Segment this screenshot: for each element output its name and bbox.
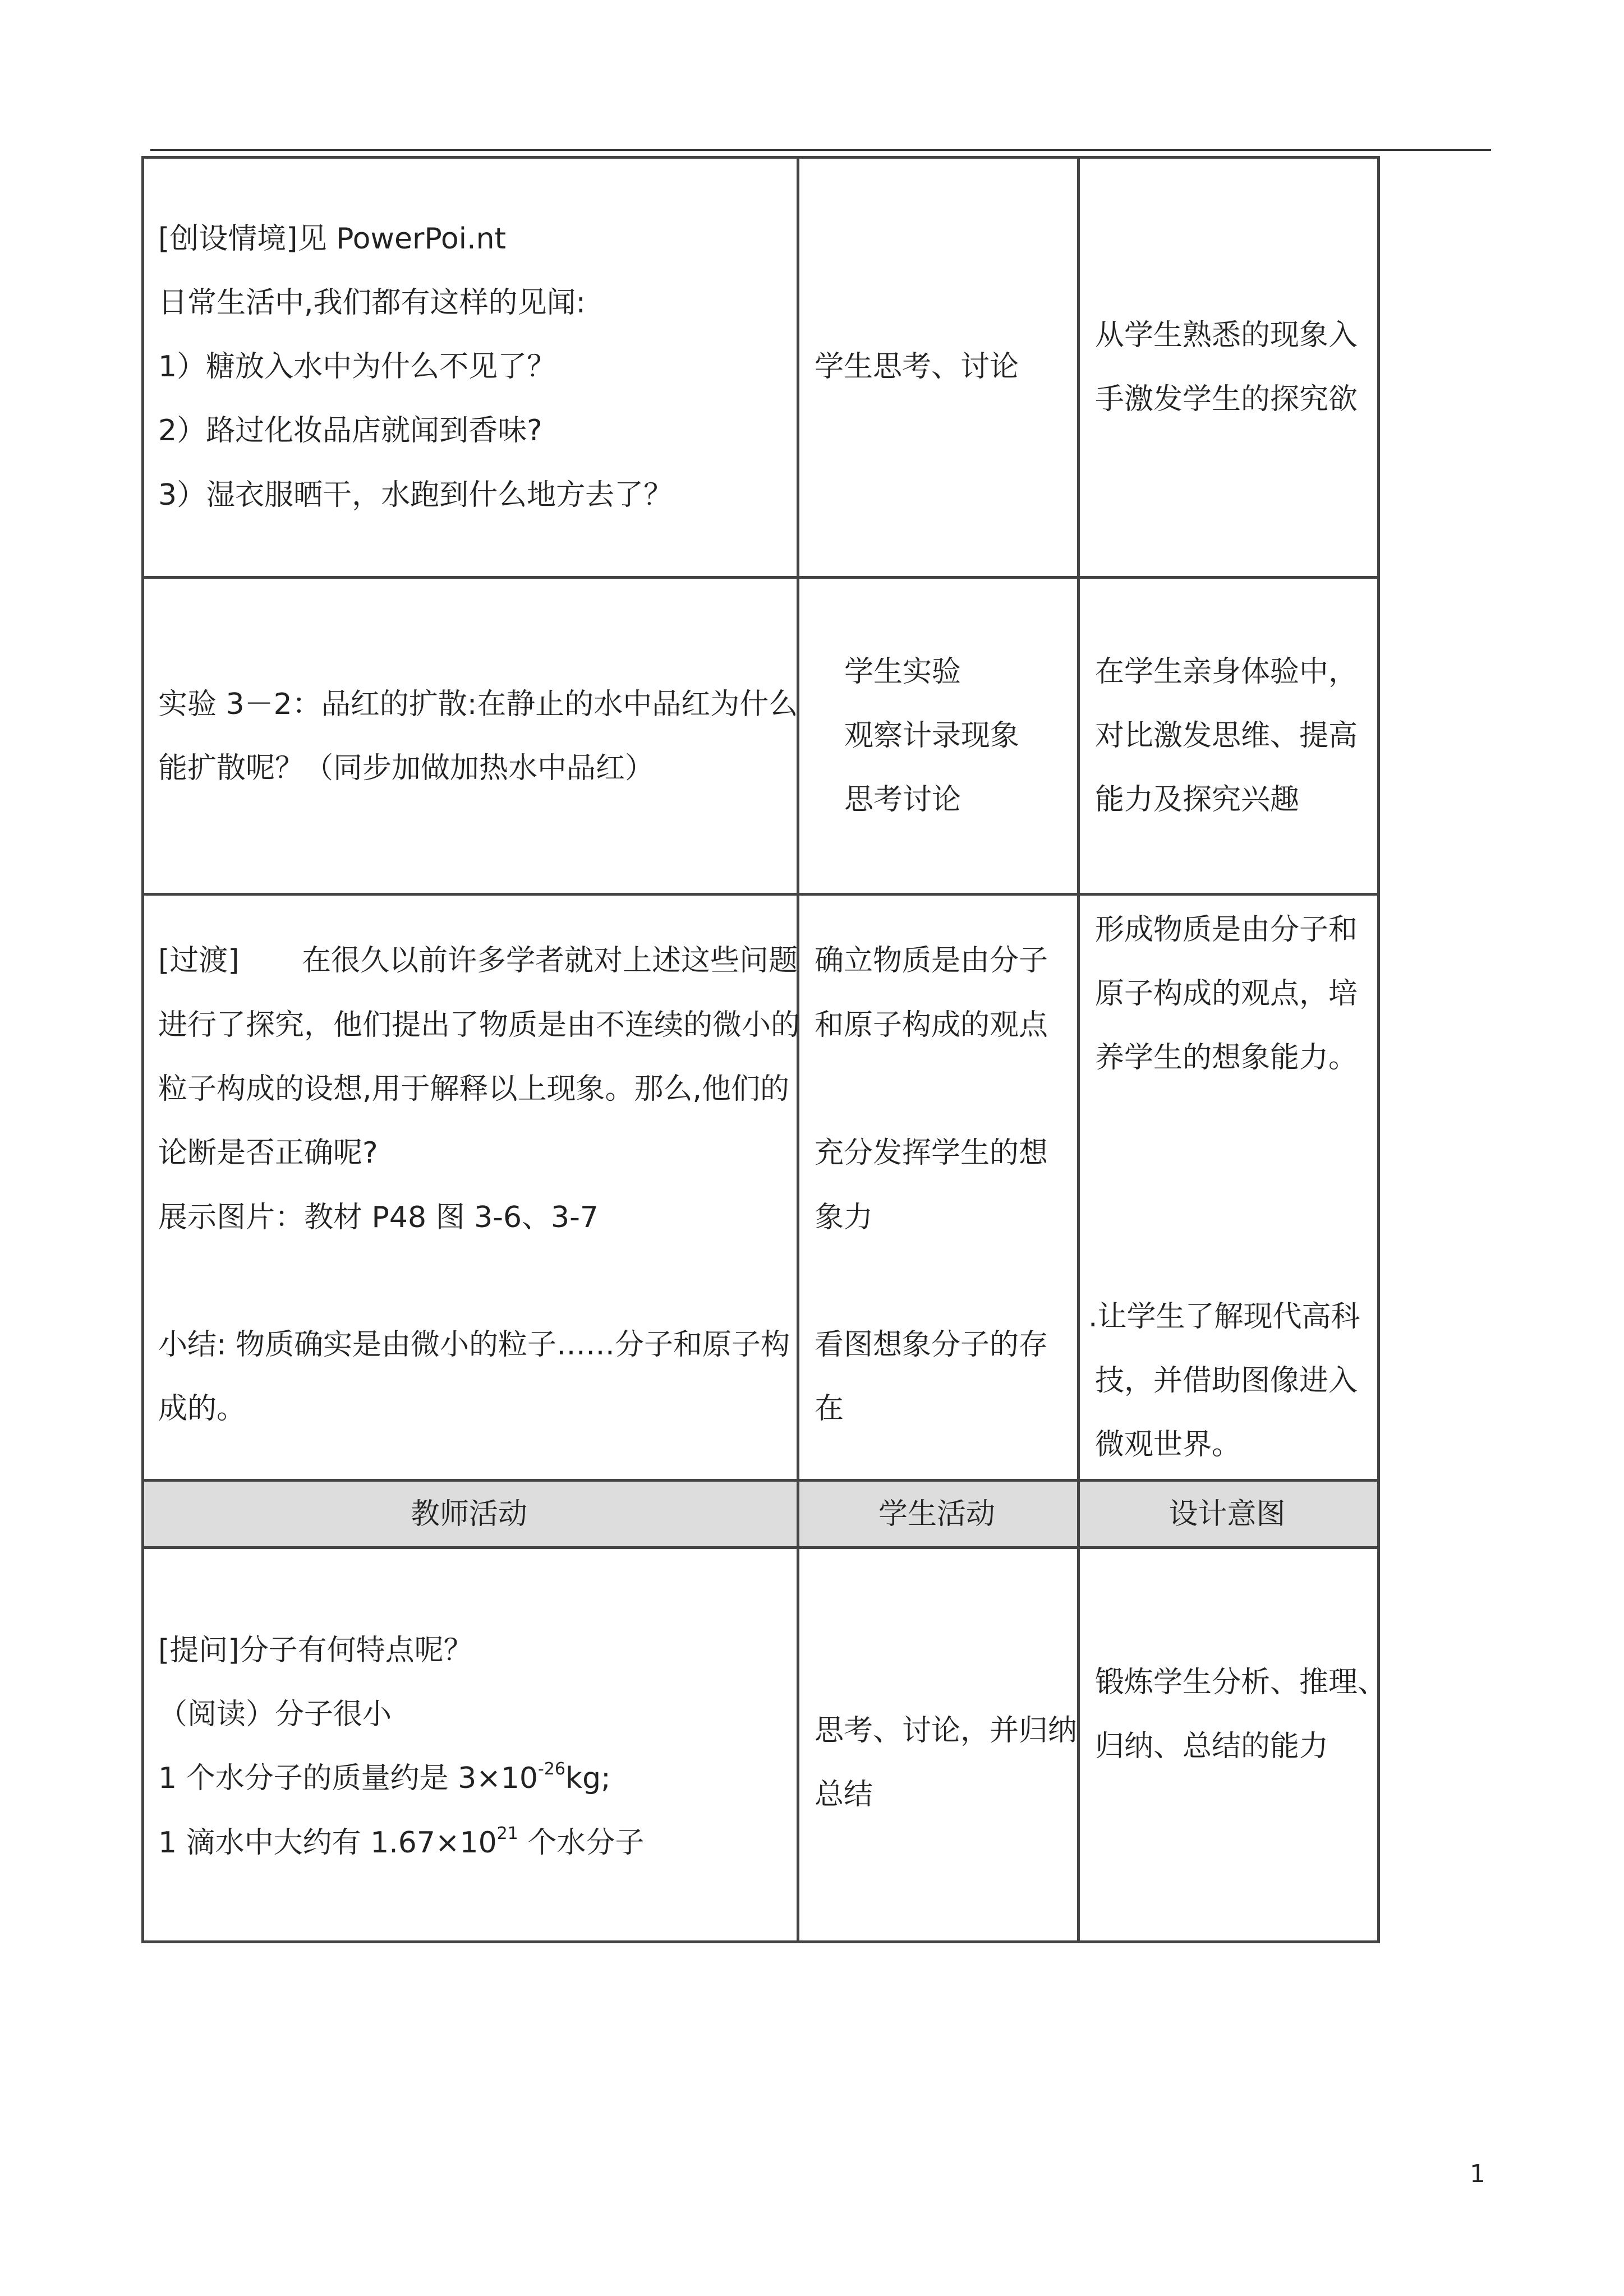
header-teacher-activity: 教师活动 xyxy=(410,1497,527,1531)
teacher-text: 日常生活中,我们都有这样的见闻: xyxy=(158,286,586,320)
teacher-text: 粒子构成的设想,用于解释以上现象。那么,他们的 xyxy=(158,1072,790,1106)
teacher-text: 1）糖放入水中为什么不见了？ xyxy=(158,350,556,384)
teacher-text: [创设情境]见 PowerPoi.nt xyxy=(158,222,506,256)
student-text: 充分发挥学生的想 xyxy=(815,1136,1048,1170)
teacher-text: 进行了探究，他们提出了物质是由不连续的微小的 xyxy=(158,1008,801,1042)
intent-text: 技，并借助图像进入 xyxy=(1095,1364,1358,1398)
student-text: 确立物质是由分子 xyxy=(815,944,1048,978)
molecule-count-text: 1 滴水中大约有 $1.67\times 10^{21}$ 个水分子 xyxy=(158,1824,645,1860)
intent-text: 手激发学生的探究欲 xyxy=(1095,382,1358,416)
teacher-text: 能扩散呢？（同步加做加热水中品红） xyxy=(158,751,655,785)
student-text: 思考、讨论，并归纳 xyxy=(815,1714,1078,1748)
student-text: 在 xyxy=(815,1392,844,1426)
row-divider-1 xyxy=(141,576,1380,579)
table-divider-1 xyxy=(797,156,799,1943)
intent-text: 归纳、总结的能力 xyxy=(1095,1730,1329,1763)
teacher-text: （阅读）分子很小 xyxy=(158,1698,392,1731)
page-number: 1 xyxy=(1470,2160,1485,2188)
student-text: 学生思考、讨论 xyxy=(815,350,1019,384)
student-text: 思考讨论 xyxy=(844,783,961,817)
student-text: 学生实验 xyxy=(844,655,961,689)
teacher-text: 实验 3－2：品红的扩散:在静止的水中品红为什么 xyxy=(158,688,798,721)
student-text: 象力 xyxy=(815,1201,873,1234)
intent-text: 能力及探究兴趣 xyxy=(1095,783,1300,817)
student-text: 总结 xyxy=(815,1778,873,1811)
student-text: 观察计录现象 xyxy=(844,719,1020,753)
intent-text: 形成物质是由分子和 xyxy=(1095,913,1358,947)
teacher-text: 2）路过化妆品店就闻到香味? xyxy=(158,414,542,448)
intent-text: 养学生的想象能力。 xyxy=(1095,1041,1358,1075)
intent-text: 对比激发思维、提高 xyxy=(1095,719,1358,753)
intent-text: .让学生了解现代高科 xyxy=(1088,1300,1360,1334)
teacher-text: 成的。 xyxy=(158,1392,246,1426)
student-text: 看图想象分子的存 xyxy=(815,1328,1048,1362)
intent-text: 原子构成的观点，培 xyxy=(1095,977,1358,1011)
teacher-text: [提问]分子有何特点呢？ xyxy=(158,1634,473,1667)
teacher-text: 3）湿衣服晒干，水跑到什么地方去了？ xyxy=(158,478,673,512)
intent-text: 锻炼学生分析、推理、 xyxy=(1095,1666,1387,1699)
header-rule xyxy=(150,149,1491,151)
student-text: 和原子构成的观点 xyxy=(815,1008,1048,1042)
header-student-activity: 学生活动 xyxy=(878,1497,995,1531)
intent-text: 微观世界。 xyxy=(1095,1428,1241,1461)
molecule-mass-text: 1 个水分子的质量约是 $3\times 10^{-26}kg$; xyxy=(158,1759,611,1795)
teacher-text: 小结: 物质确实是由微小的粒子……分子和原子构 xyxy=(158,1328,790,1362)
teacher-text: 论断是否正确呢? xyxy=(158,1136,378,1170)
header-design-intent: 设计意图 xyxy=(1168,1497,1286,1531)
teacher-text: 展示图片：教材 P48 图 3-6、3-7 xyxy=(158,1201,599,1234)
table-border-bottom xyxy=(141,1940,1380,1943)
teacher-text: 在很久以前许多学者就对上述这些问题 xyxy=(302,944,798,978)
table-divider-2 xyxy=(1077,156,1080,1943)
teacher-text: [过渡] xyxy=(158,944,240,978)
intent-text: 从学生熟悉的现象入 xyxy=(1095,319,1358,352)
row-divider-2 xyxy=(141,893,1380,896)
table-border-left xyxy=(141,156,144,1943)
table-border-top xyxy=(141,156,1380,159)
intent-text: 在学生亲身体验中， xyxy=(1095,655,1358,689)
